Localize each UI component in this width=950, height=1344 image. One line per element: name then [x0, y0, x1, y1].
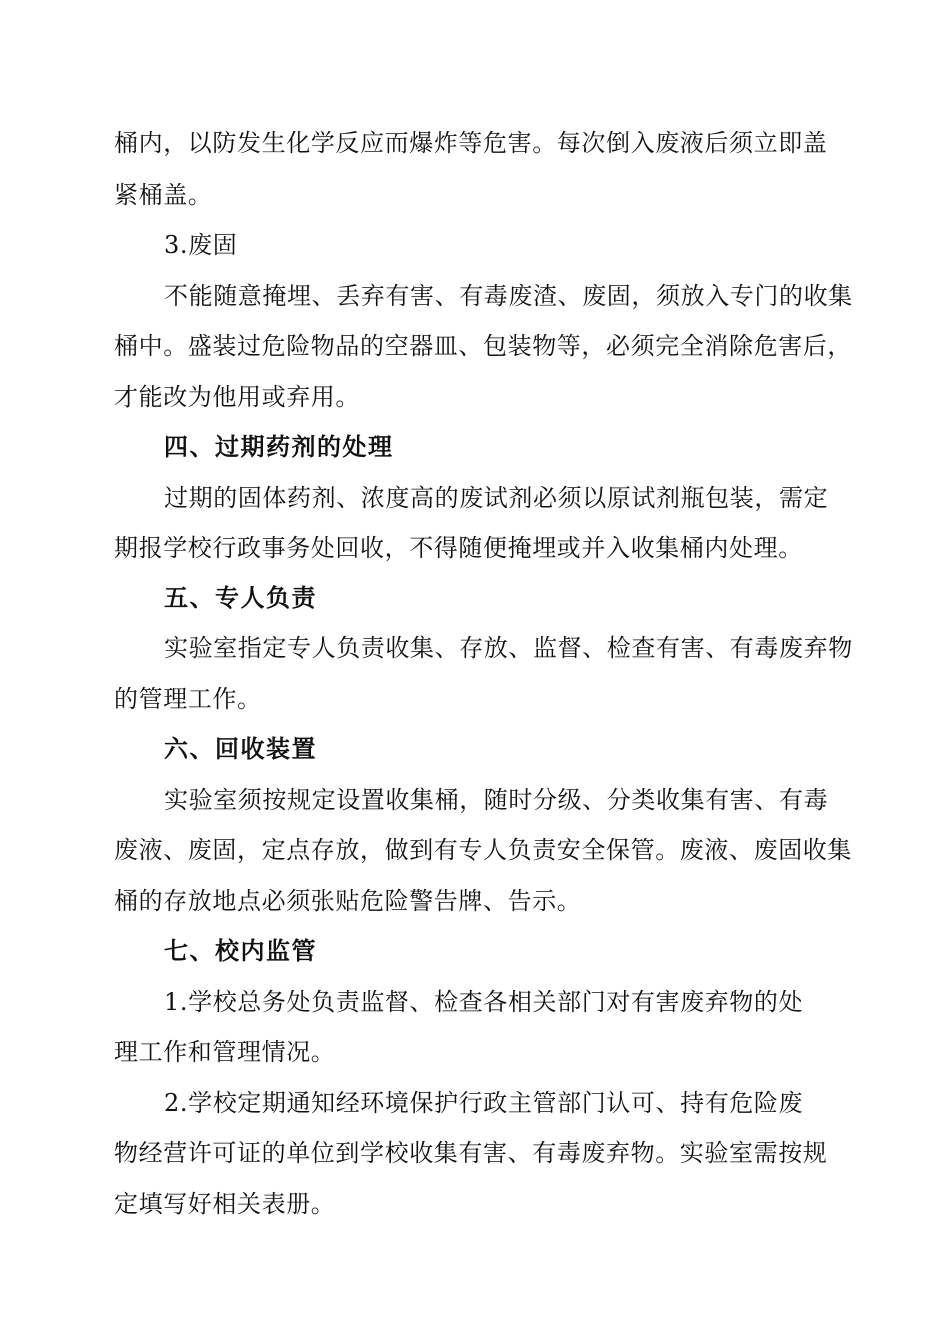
paragraph-line: 2.学校定期通知经环境保护行政主管部门认可、持有危险废	[164, 1089, 804, 1117]
paragraph-line: 定填写好相关表册。	[114, 1190, 336, 1218]
subsection-title: 3.废固	[164, 231, 238, 259]
section-heading: 四、过期药剂的处理	[164, 433, 394, 461]
paragraph-line: 桶中。盛装过危险物品的空器皿、包装物等，必须完全消除危害后，	[114, 332, 852, 360]
paragraph-line: 物经营许可证的单位到学校收集有害、有毒废弃物。实验室需按规	[114, 1139, 828, 1167]
paragraph-line: 废液、废固，定点存放，做到有专人负责安全保管。废液、废固收集	[114, 836, 852, 864]
paragraph-line: 1.学校总务处负责监督、检查各相关部门对有害废弃物的处	[164, 988, 804, 1016]
paragraph-line: 紧桶盖。	[114, 181, 213, 209]
section-heading: 五、专人负责	[164, 584, 317, 612]
paragraph-line: 实验室须按规定设置收集桶，随时分级、分类收集有害、有毒	[164, 786, 829, 814]
section-heading: 七、校内监管	[164, 937, 317, 965]
paragraph-line: 桶内，以防发生化学反应而爆炸等危害。每次倒入废液后须立即盖	[114, 129, 828, 157]
section-heading: 六、回收装置	[164, 735, 317, 763]
paragraph-line: 理工作和管理情况。	[114, 1038, 336, 1066]
paragraph-line: 过期的固体药剂、浓度高的废试剂必须以原试剂瓶包装，需定	[164, 484, 829, 512]
paragraph-line: 的管理工作。	[114, 685, 262, 713]
paragraph-line: 不能随意掩埋、丢弃有害、有毒废渣、废固，须放入专门的收集	[164, 282, 853, 310]
paragraph-line: 才能改为他用或弃用。	[114, 383, 360, 411]
paragraph-line: 实验室指定专人负责收集、存放、监督、检查有害、有毒废弃物	[164, 634, 853, 662]
paragraph-line: 期报学校行政事务处回收，不得随便掩埋或并入收集桶内处理。	[114, 534, 803, 562]
paragraph-line: 桶的存放地点必须张贴危险警告牌、告示。	[114, 887, 582, 915]
